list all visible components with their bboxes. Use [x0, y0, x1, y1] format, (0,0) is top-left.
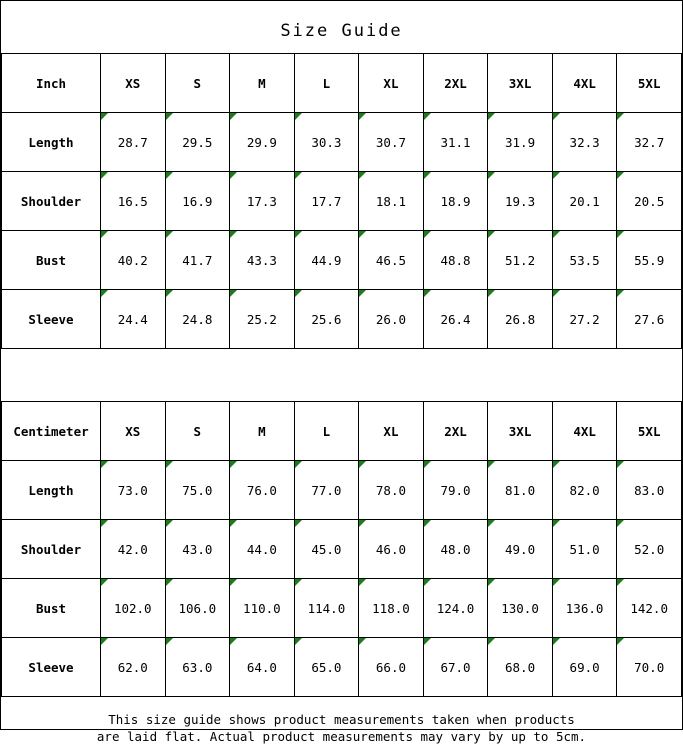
measurement-cell: 53.5 [552, 231, 617, 290]
table-header-row [2, 54, 682, 113]
measurement-cell: 136.0 [552, 579, 617, 638]
row-label: Sleeve [2, 638, 101, 697]
row-label: Sleeve [2, 290, 101, 349]
column-header-size: XS [101, 54, 166, 113]
measurement-cell: 26.4 [423, 290, 488, 349]
table-row [2, 520, 682, 579]
row-label: Length [2, 461, 101, 520]
column-header-size: L [294, 54, 359, 113]
measurement-cell: 20.1 [552, 172, 617, 231]
column-header-size: 3XL [488, 402, 553, 461]
table-row [2, 172, 682, 231]
table-spacer [1, 349, 682, 401]
measurement-cell: 78.0 [359, 461, 424, 520]
measurement-cell: 31.1 [423, 113, 488, 172]
measurement-cell: 43.3 [230, 231, 295, 290]
table-row [2, 579, 682, 638]
measurement-cell: 75.0 [165, 461, 230, 520]
row-label: Shoulder [2, 520, 101, 579]
measurement-cell: 73.0 [101, 461, 166, 520]
measurement-cell: 20.5 [617, 172, 682, 231]
measurement-cell: 44.0 [230, 520, 295, 579]
measurement-cell: 32.7 [617, 113, 682, 172]
measurement-cell: 79.0 [423, 461, 488, 520]
table-row [2, 461, 682, 520]
measurement-cell: 26.0 [359, 290, 424, 349]
measurement-cell: 51.2 [488, 231, 553, 290]
row-label: Bust [2, 579, 101, 638]
measurement-cell: 16.5 [101, 172, 166, 231]
measurement-cell: 77.0 [294, 461, 359, 520]
column-header-size: M [230, 54, 295, 113]
measurement-cell: 16.9 [165, 172, 230, 231]
measurement-cell: 19.3 [488, 172, 553, 231]
measurement-cell: 64.0 [230, 638, 295, 697]
measurement-cell: 44.9 [294, 231, 359, 290]
column-header-size: L [294, 402, 359, 461]
row-label: Shoulder [2, 172, 101, 231]
measurement-cell: 142.0 [617, 579, 682, 638]
column-header-size: 4XL [552, 54, 617, 113]
measurement-cell: 49.0 [488, 520, 553, 579]
measurement-cell: 29.9 [230, 113, 295, 172]
table-row [2, 113, 682, 172]
measurement-cell: 27.6 [617, 290, 682, 349]
measurement-cell: 102.0 [101, 579, 166, 638]
measurement-cell: 42.0 [101, 520, 166, 579]
size-table-centimeter [1, 401, 682, 697]
measurement-cell: 69.0 [552, 638, 617, 697]
measurement-cell: 114.0 [294, 579, 359, 638]
page-title: Size Guide [280, 21, 403, 41]
measurement-cell: 82.0 [552, 461, 617, 520]
row-label: Bust [2, 231, 101, 290]
measurement-cell: 51.0 [552, 520, 617, 579]
measurement-cell: 106.0 [165, 579, 230, 638]
measurement-cell: 17.3 [230, 172, 295, 231]
column-header-size: XS [101, 402, 166, 461]
column-header-size: 3XL [488, 54, 553, 113]
measurement-cell: 25.2 [230, 290, 295, 349]
measurement-cell: 124.0 [423, 579, 488, 638]
measurement-cell: 40.2 [101, 231, 166, 290]
measurement-cell: 17.7 [294, 172, 359, 231]
row-label: Length [2, 113, 101, 172]
table-row [2, 638, 682, 697]
measurement-cell: 65.0 [294, 638, 359, 697]
measurement-cell: 68.0 [488, 638, 553, 697]
measurement-cell: 31.9 [488, 113, 553, 172]
measurement-cell: 25.6 [294, 290, 359, 349]
size-table-inch [1, 53, 682, 349]
measurement-cell: 45.0 [294, 520, 359, 579]
column-header-size: 2XL [423, 402, 488, 461]
column-header-size: S [165, 54, 230, 113]
measurement-cell: 48.8 [423, 231, 488, 290]
measurement-cell: 83.0 [617, 461, 682, 520]
column-header-size: 2XL [423, 54, 488, 113]
table-row [2, 290, 682, 349]
measurement-cell: 81.0 [488, 461, 553, 520]
measurement-cell: 52.0 [617, 520, 682, 579]
unit-label-inch: Inch [2, 54, 101, 113]
measurement-cell: 130.0 [488, 579, 553, 638]
measurement-cell: 24.8 [165, 290, 230, 349]
measurement-cell: 110.0 [230, 579, 295, 638]
column-header-size: S [165, 402, 230, 461]
measurement-cell: 67.0 [423, 638, 488, 697]
measurement-cell: 43.0 [165, 520, 230, 579]
footer-line-2: are laid flat. Actual product measurements may vary by up to 5cm. [96, 729, 587, 744]
measurement-cell: 30.7 [359, 113, 424, 172]
measurement-cell: 46.0 [359, 520, 424, 579]
footer-line-1: This size guide shows product measurements taken when products [108, 712, 575, 727]
measurement-cell: 29.5 [165, 113, 230, 172]
measurement-cell: 30.3 [294, 113, 359, 172]
measurement-cell: 18.1 [359, 172, 424, 231]
table-row [2, 231, 682, 290]
measurement-cell: 63.0 [165, 638, 230, 697]
measurement-cell: 55.9 [617, 231, 682, 290]
measurement-cell: 26.8 [488, 290, 553, 349]
column-header-size: 4XL [552, 402, 617, 461]
measurement-cell: 48.0 [423, 520, 488, 579]
column-header-size: XL [359, 54, 424, 113]
measurement-cell: 24.4 [101, 290, 166, 349]
column-header-size: M [230, 402, 295, 461]
measurement-cell: 32.3 [552, 113, 617, 172]
measurement-cell: 28.7 [101, 113, 166, 172]
measurement-cell: 46.5 [359, 231, 424, 290]
footer-note [1, 697, 682, 745]
measurement-cell: 118.0 [359, 579, 424, 638]
measurement-cell: 76.0 [230, 461, 295, 520]
measurement-cell: 41.7 [165, 231, 230, 290]
measurement-cell: 27.2 [552, 290, 617, 349]
measurement-cell: 66.0 [359, 638, 424, 697]
table-header-row [2, 402, 682, 461]
column-header-size: XL [359, 402, 424, 461]
measurement-cell: 18.9 [423, 172, 488, 231]
measurement-cell: 62.0 [101, 638, 166, 697]
column-header-size: 5XL [617, 402, 682, 461]
unit-label-centimeter: Centimeter [2, 402, 101, 461]
column-header-size: 5XL [617, 54, 682, 113]
measurement-cell: 70.0 [617, 638, 682, 697]
